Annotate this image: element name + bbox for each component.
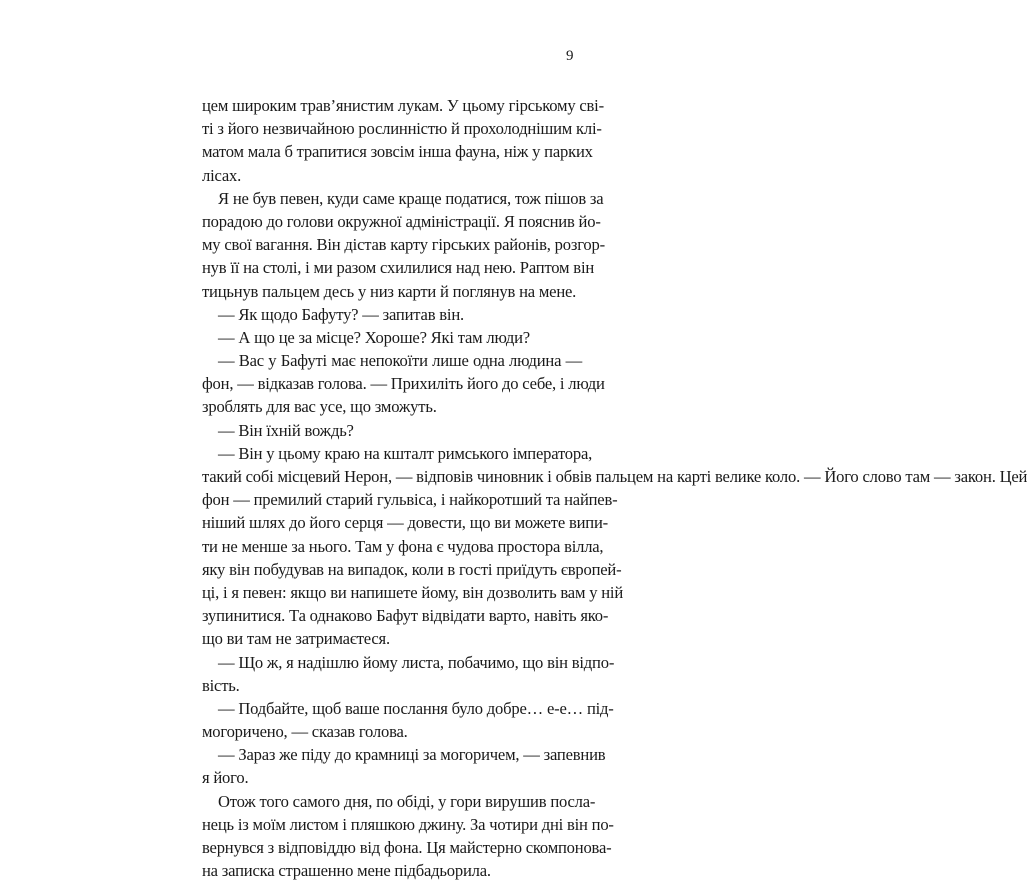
text-line: — Як щодо Бафуту? — запитав він. [218, 304, 464, 324]
text-line: на записка страшенно мене підбадьорила. [202, 861, 491, 881]
text-line: яку він побудував на випадок, коли в гості приїдуть європей- [202, 559, 622, 579]
text-line: — Він їхній вождь? [218, 420, 354, 440]
text-line: такий собі місцевий Нерон, — відповів чиновник і обвів пальцем на карті велике коло. — Його слово там — закон. Цей [202, 467, 1027, 486]
text-line: зупинитися. Та однаково Бафут відвідати варто, навіть яко- [202, 606, 609, 626]
text-line: ти не менше за нього. Там у фона є чудова простора вілла, [202, 536, 604, 556]
text-line: що ви там не затримаєтеся. [202, 629, 390, 649]
text-line: му свої вагання. Він дістав карту гірських районів, розгор- [202, 235, 605, 255]
text-line: вість. [202, 675, 240, 695]
text-line: ніший шлях до його серця — довести, що ви можете випи- [202, 513, 608, 533]
text-line: вернувся з відповіддю від фона. Ця майстерно скомпонова- [202, 838, 612, 857]
text-line: тицьнув пальцем десь у низ карти й поглянув на мене. [202, 281, 577, 301]
text-line: я його. [202, 768, 249, 788]
text-line: — А що це за місце? Хороше? Які там люди? [218, 327, 530, 347]
text-line: — Що ж, я надішлю йому листа, побачимо, що він відпо- [218, 652, 615, 672]
page-number: 9 [566, 48, 574, 64]
text-line: фон, — відказав голова. — Прихиліть його до себе, і люди [202, 374, 605, 394]
text-line: лісах. [202, 165, 242, 185]
text-line: — Зараз же піду до крамниці за могоричем, — запевнив [218, 745, 606, 765]
text-line: зроблять для вас усе, що зможуть. [202, 397, 437, 417]
text-line: цем широким трав’янистим лукам. У цьому гірському сві- [202, 96, 604, 115]
text-line: порадою до голови окружної адміністрації. Я пояснив йо- [202, 211, 601, 231]
text-line: ті з його незвичайною рослинністю й прохолоднішим клі- [202, 119, 602, 139]
text-line: нець із моїм листом і пляшкою джину. За чотири дні він по- [202, 814, 614, 834]
text-line: Отож того самого дня, по обіді, у гори вирушив посла- [218, 791, 596, 811]
text-line: могоричено, — сказав голова. [202, 722, 408, 742]
text-line: нув її на столі, і ми разом схилилися над нею. Раптом він [202, 258, 595, 278]
text-line: Я не був певен, куди саме краще податися, тож пішов за [218, 188, 604, 208]
text-line: ці, і я певен: якщо ви напишете йому, він дозволить вам у ній [202, 582, 624, 602]
text-line: матом мала б трапитися зовсім інша фауна, ніж у парких [202, 142, 593, 162]
text-line: — Він у цьому краю на кшталт римського імператора, [218, 443, 593, 463]
body-text [202, 94, 1027, 882]
text-line: фон — премилий старий гульвіса, і найкоротший та найпев- [202, 490, 618, 510]
text-line: — Подбайте, щоб ваше послання було добре… е-е… під- [218, 698, 614, 718]
text-line: — Вас у Бафуті має непокоїти лише одна людина — [218, 351, 582, 371]
